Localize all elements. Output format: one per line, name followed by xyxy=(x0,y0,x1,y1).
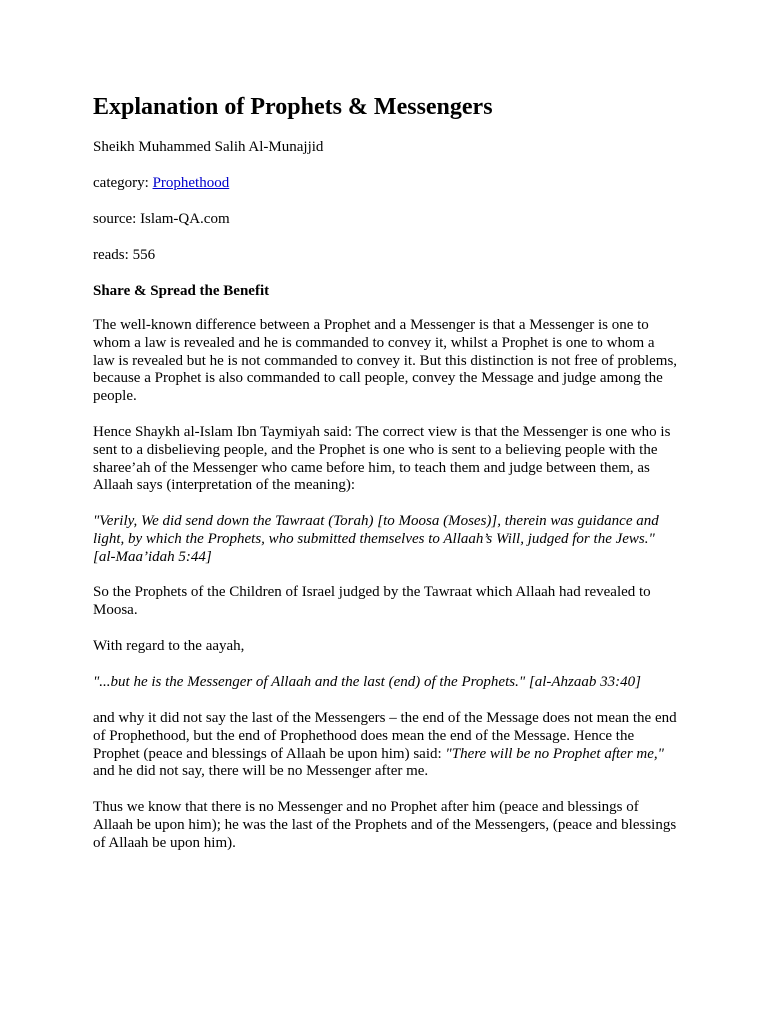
author-line: Sheikh Muhammed Salih Al-Munajjid xyxy=(93,139,324,155)
paragraph-1: The well-known difference between a Prophet and a Messenger is that a Messenger is one to whom a law is revealed and he is commanded to convey it, whilst a Prophet is one to whom a law is revealed but he is not commanded to convey it. But this distinction is not free of problems, because a Prophet is also commanded to call people, convey the Message and judge among the people. xyxy=(93,317,678,405)
paragraph-5-text-a: and why it did not say the last of the Messengers – the end of the Message does not mean the end of Prophethood, but the end of Prophethood does mean the end of the Message. Hence the Prophet (peace and blessings of Allaah be upon him) said: xyxy=(93,710,677,762)
reads-count: reads: 556 xyxy=(93,247,156,263)
share-heading: Share & Spread the Benefit xyxy=(93,283,270,299)
paragraph-4: With regard to the aayah, xyxy=(93,638,245,654)
paragraph-2: Hence Shaykh al-Islam Ibn Taymiyah said: The correct view is that the Messenger is one who is sent to a disbelieving people, and the Prophet is one who is sent to a believing people with the sharee’ah of the Messenger who came before him, to teach them and judge between them, as Allaah says (interpretation of the meaning): xyxy=(93,424,671,494)
category-line xyxy=(93,174,229,192)
paragraph-5 xyxy=(93,710,679,781)
page-title: Explanation of Prophets & Messengers xyxy=(93,94,493,120)
paragraph-5-hadith-quote: "There will be no Prophet after me," xyxy=(445,745,664,762)
category-link-prophethood[interactable]: Prophethood xyxy=(152,175,230,191)
paragraph-3: So the Prophets of the Children of Israel judged by the Tawraat which Allaah had revealed to Moosa. xyxy=(93,584,651,618)
paragraph-5-text-b: and he did not say, there will be no Messenger after me. xyxy=(93,763,429,780)
paragraph-6: Thus we know that there is no Messenger and no Prophet after him (peace and blessings of Allaah be upon him); he was the last of the Prophets and of the Messengers, (peace and blessings of Allaah be upon him). xyxy=(93,799,677,851)
source-line: source: Islam-QA.com xyxy=(93,211,230,227)
quote-ahzaab: "...but he is the Messenger of Allaah and the last (end) of the Prophets." [al-Ahzaab 33:40] xyxy=(93,674,641,690)
category-label: category: xyxy=(93,175,153,191)
quote-maaidah: "Verily, We did send down the Tawraat (Torah) [to Moosa (Moses)], therein was guidance and light, by which the Prophets, who submitted themselves to Allaah’s Will, judged for the Jews." [al-Maa’idah 5:44] xyxy=(93,513,659,565)
